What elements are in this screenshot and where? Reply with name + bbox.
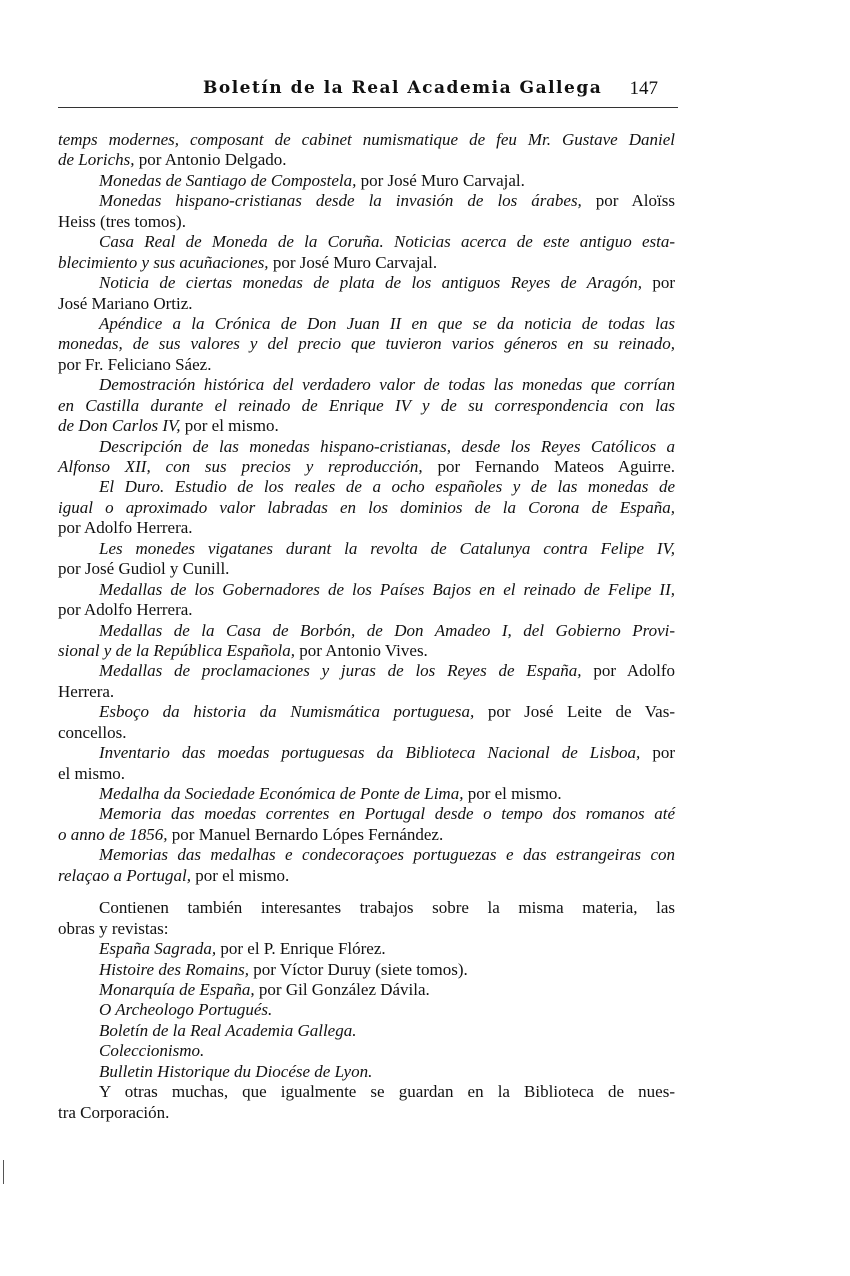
author-text: por el mismo. bbox=[191, 865, 290, 885]
title-text: relaçao a Portugal, bbox=[58, 865, 191, 885]
author-text: Herrera. bbox=[58, 681, 115, 701]
header-rule bbox=[58, 107, 678, 108]
title-text: Descripción de las monedas hispano-cristianas, desde los Reyes Católicos a bbox=[99, 436, 675, 456]
author-text: Y otras muchas, que igualmente se guardan en la Biblioteca de nues- bbox=[99, 1082, 675, 1102]
text-line bbox=[58, 1041, 675, 1061]
text-line bbox=[58, 939, 675, 959]
title-text: Medallas de proclamaciones y juras de los Reyes de España, bbox=[99, 661, 582, 681]
author-text: por Adolfo bbox=[581, 661, 675, 681]
title-text: O Archeologo Portugués. bbox=[99, 1000, 273, 1020]
author-text: por José Gudiol y Cunill. bbox=[58, 559, 230, 579]
page-number: 147 bbox=[629, 78, 658, 99]
title-text: Medallas de la Casa de Borbón, de Don Amadeo I, del Gobierno Provi- bbox=[99, 620, 675, 640]
text-line bbox=[58, 919, 675, 939]
text-line bbox=[58, 498, 675, 518]
author-text: tra Corporación. bbox=[58, 1102, 170, 1122]
text-line bbox=[58, 518, 675, 538]
text-line bbox=[58, 621, 675, 641]
text-line bbox=[58, 825, 675, 845]
author-text: por Antonio Vives. bbox=[295, 640, 428, 660]
body-text bbox=[58, 130, 675, 1123]
title-text: España Sagrada, bbox=[99, 939, 217, 959]
text-line bbox=[58, 334, 675, 354]
running-title: Boletín de la Real Academia Gallega bbox=[203, 78, 603, 98]
title-text: Monedas de Santiago de Compostela, bbox=[99, 170, 357, 190]
title-text: Medallas de los Gobernadores de los Países Bajos en el reinado de Felipe II, bbox=[99, 579, 675, 599]
title-text: Monarquía de España, bbox=[99, 979, 255, 999]
text-line bbox=[58, 130, 675, 150]
text-line bbox=[58, 375, 675, 395]
text-line bbox=[58, 1103, 675, 1123]
text-line bbox=[58, 416, 675, 436]
title-text: igual o aproximado valor labradas en los dominios de la Corona de España, bbox=[58, 497, 675, 517]
title-text: El Duro. Estudio de los reales de a ocho españoles y de las monedas de bbox=[99, 477, 675, 497]
text-line bbox=[58, 457, 675, 477]
running-header bbox=[58, 78, 678, 106]
text-line bbox=[58, 1062, 675, 1082]
text-line bbox=[58, 273, 675, 293]
author-text: el mismo. bbox=[58, 763, 126, 783]
text-line bbox=[58, 396, 675, 416]
title-text: Memorias das medalhas e condecoraçoes portuguezas e das estrangeiras con bbox=[99, 845, 675, 865]
title-text: Histoire des Romains, bbox=[99, 959, 250, 979]
title-text: temps modernes, composant de cabinet numismatique de feu Mr. Gustave Daniel bbox=[58, 130, 675, 149]
author-text: por Adolfo Herrera. bbox=[58, 600, 193, 620]
text-line bbox=[58, 294, 675, 314]
author-text: por José Leite de Vas- bbox=[474, 702, 676, 722]
text-line bbox=[58, 253, 675, 273]
author-text: concellos. bbox=[58, 722, 127, 742]
text-line bbox=[58, 1021, 675, 1041]
text-line bbox=[58, 804, 675, 824]
text-line bbox=[58, 723, 675, 743]
title-text: Alfonso XII, con sus precios y reproducción, bbox=[58, 457, 423, 476]
title-text: Medalha da Sociedade Económica de Ponte de Lima, bbox=[99, 784, 464, 803]
text-line bbox=[58, 477, 675, 497]
title-text: Casa Real de Moneda de la Coruña. Noticias acerca de este antiguo esta- bbox=[99, 232, 675, 252]
text-line bbox=[58, 437, 675, 457]
text-line bbox=[58, 743, 675, 763]
author-text: obras y revistas: bbox=[58, 918, 169, 938]
title-text: sional y de la República Española, bbox=[58, 640, 296, 660]
text-line bbox=[58, 355, 675, 375]
title-text: Apéndice a la Crónica de Don Juan II en que se da noticia de todas las bbox=[99, 313, 675, 333]
title-text: Noticia de ciertas monedas de plata de los antiguos Reyes de Aragón, bbox=[99, 273, 642, 293]
text-line bbox=[58, 539, 675, 559]
title-text: Esboço da historia da Numismática portuguesa, bbox=[99, 702, 475, 722]
text-line bbox=[58, 960, 675, 980]
author-text: por Aloïss bbox=[581, 191, 675, 211]
text-line bbox=[58, 171, 675, 191]
text-line bbox=[58, 661, 675, 681]
author-text: por Manuel Bernardo Lópes Fernández. bbox=[167, 824, 444, 844]
text-line bbox=[58, 314, 675, 334]
text-line bbox=[58, 559, 675, 579]
author-text: por bbox=[641, 273, 675, 293]
author-text: por el mismo. bbox=[463, 784, 562, 803]
title-text: Inventario das moedas portuguesas da Biblioteca Nacional de Lisboa, bbox=[99, 743, 641, 763]
title-text: en Castilla durante el reinado de Enrique IV y de su correspondencia con las bbox=[58, 395, 675, 415]
title-text: Bulletin Historique du Diocése de Lyon. bbox=[99, 1061, 373, 1081]
title-text: blecimiento y sus acuñaciones, bbox=[58, 252, 269, 272]
author-text: Heiss (tres tomos). bbox=[58, 211, 186, 231]
text-line bbox=[58, 980, 675, 1000]
text-line bbox=[58, 580, 675, 600]
scan-edge-mark bbox=[3, 1160, 4, 1184]
title-text: monedas, de sus valores y del precio que tuvieron varios géneros en su reinado, bbox=[58, 334, 675, 354]
title-text: Demostración histórica del verdadero valor de todas las monedas que corrían bbox=[99, 375, 675, 395]
text-line bbox=[58, 600, 675, 620]
text-line bbox=[58, 191, 675, 211]
title-text: Coleccionismo. bbox=[99, 1041, 205, 1061]
title-text: de Don Carlos IV, bbox=[58, 416, 181, 436]
author-text: por el P. Enrique Flórez. bbox=[216, 939, 386, 959]
text-line bbox=[58, 150, 675, 170]
author-text: por Víctor Duruy (siete tomos). bbox=[249, 959, 468, 979]
author-text: por el mismo. bbox=[180, 416, 279, 436]
title-text: Memoria das moedas correntes en Portugal desde o tempo dos romanos até bbox=[99, 804, 675, 824]
author-text: por Adolfo Herrera. bbox=[58, 518, 193, 538]
text-line bbox=[58, 898, 675, 918]
text-line bbox=[58, 232, 675, 252]
title-text: Les monedes vigatanes durant la revolta de Catalunya contra Felipe IV, bbox=[99, 538, 675, 558]
title-text: o anno de 1856, bbox=[58, 824, 168, 844]
text-line bbox=[58, 866, 675, 886]
author-text: José Mariano Ortiz. bbox=[58, 293, 193, 313]
text-line bbox=[58, 845, 675, 865]
text-line bbox=[58, 682, 675, 702]
author-text: por Antonio Delgado. bbox=[134, 150, 287, 170]
author-text: Contienen también interesantes trabajos sobre la misma materia, las bbox=[99, 898, 675, 918]
text-line bbox=[58, 1082, 675, 1102]
text-line bbox=[58, 784, 675, 804]
title-text: Monedas hispano-cristianas desde la invasión de los árabes, bbox=[99, 191, 582, 211]
title-text: Boletín de la Real Academia Gallega. bbox=[99, 1020, 357, 1040]
text-line bbox=[58, 764, 675, 784]
author-text: por José Muro Carvajal. bbox=[356, 170, 525, 190]
author-text: por bbox=[640, 743, 675, 763]
text-line bbox=[58, 641, 675, 661]
author-text: por Gil González Dávila. bbox=[254, 979, 430, 999]
text-line bbox=[58, 702, 675, 722]
title-text: de Lorichs, bbox=[58, 150, 135, 170]
author-text: por Fernando Mateos Aguirre. bbox=[422, 457, 676, 476]
author-text: por Fr. Feliciano Sáez. bbox=[58, 354, 212, 374]
text-line bbox=[58, 212, 675, 232]
text-line bbox=[58, 1000, 675, 1020]
author-text: por José Muro Carvajal. bbox=[268, 252, 438, 272]
